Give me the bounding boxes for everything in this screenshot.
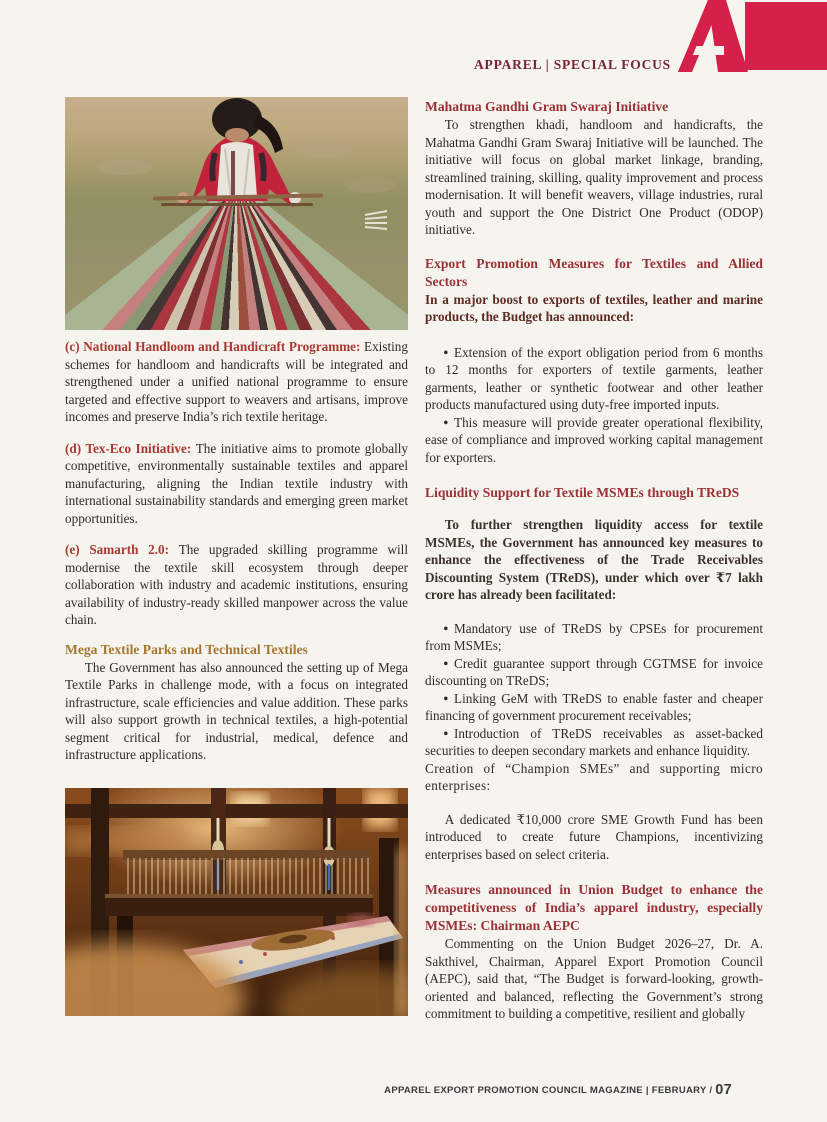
footer-label: APPAREL EXPORT PROMOTION COUNCIL MAGAZINE | FEBRUARY / — [384, 1085, 716, 1096]
section-c-heading: (c) National Handloom and Handicraft Programme: — [65, 339, 365, 354]
mega-parks-heading: Mega Textile Parks and Technical Textiles — [65, 641, 308, 657]
bullet-icon: • — [443, 414, 449, 430]
aepc-a-logo-icon — [670, 0, 827, 74]
section-e-body: The upgraded skilling programme will modernise the textile skill ecosystem through deeper collaboration with industry and academic institutions, ensuring availability of industry-ready skilled manpower across the value chain. — [65, 542, 408, 627]
weaver-figure-art — [65, 97, 408, 330]
section-c-body: Existing schemes for handloom and handicrafts will be integrated and strengthened under a unified national programme to ensure targeted and effective support to weavers and artisans, improve incomes and preserve India’s rich textile heritage. — [65, 339, 408, 424]
liquidity-bullet-4-text: Introduction of TReDS receivables as asset-backed securities to deepen secondary markets and enhance liquidity. — [425, 725, 763, 758]
gram-swaraj-body: To strengthen khadi, handloom and handicrafts, the Mahatma Gandhi Gram Swaraj Initiative will be launched. The initiative will focus on global market linkage, branding, streamlined training, skilling, quality improvement and process modernisation. It will benefit weavers, village industries, rural youth and support the One District One Product (ODOP) initiative. — [425, 117, 763, 237]
photo-weaver-outdoor — [65, 97, 408, 330]
liquidity-bullet-1-text: Mandatory use of TReDS by CPSEs for procurement from MSMEs; — [425, 620, 763, 653]
export-bullet-1-text: Extension of the export obligation period from 6 months to 12 months for exporters of textile garments, leather garments, leather or synthetic footwear and other leather products manufactured using duty-free imported inputs. — [425, 344, 763, 412]
bullet-icon: • — [443, 655, 449, 671]
bullet-icon: • — [443, 690, 449, 706]
section-d-body: The initiative aims to promote globally competitive, environmentally sustainable textiles and apparel manufacturing, aligning the Indian textile industry with international sustainability standards and emerging green market opportunities. — [65, 440, 409, 526]
champion-smes-line: Creation of “Champion SMEs” and supporting micro enterprises: — [425, 760, 763, 793]
budget-measures-heading: Measures announced in Union Budget to enhance the competitiveness of India’s apparel industry, especially MSMEs: Chairman AEPC — [425, 882, 763, 933]
page-title: APPAREL | SPECIAL FOCUS — [473, 57, 671, 72]
page-number: 07 — [715, 1082, 732, 1098]
section-d-paragraph — [65, 440, 408, 528]
liquidity-heading: Liquidity Support for Textile MSMEs through TReDS — [425, 485, 740, 500]
aepc-a-logo-svg — [670, 0, 827, 74]
export-bullet-2 — [425, 414, 763, 467]
section-e-paragraph — [65, 541, 408, 629]
export-promotion-heading: Export Promotion Measures for Textiles and Allied Sectors — [425, 255, 763, 289]
bullet-icon: • — [443, 620, 449, 636]
liquidity-bullet-2 — [425, 655, 763, 690]
bullet-icon: • — [443, 344, 449, 360]
liquidity-bullet-3 — [425, 690, 763, 725]
liquidity-bullet-3-text: Linking GeM with TReDS to enable faster and cheaper financing of government procurement receivables; — [425, 690, 763, 723]
section-c-paragraph — [65, 338, 408, 426]
liquidity-bullet-4 — [425, 725, 763, 760]
handloom-art — [65, 788, 408, 1016]
section-e-heading: (e) Samarth 2.0: — [65, 542, 179, 557]
bullet-icon: • — [443, 725, 449, 741]
footer — [384, 1082, 732, 1098]
gram-swaraj-heading: Mahatma Gandhi Gram Swaraj Initiative — [425, 99, 669, 114]
left-column — [65, 97, 408, 1016]
export-bullet-2-text: This measure will provide greater operational flexibility, ease of compliance and improved working capital management for exporters. — [425, 414, 763, 465]
sme-growth-fund-paragraph: A dedicated ₹10,000 crore SME Growth Fund has been introduced to create future Champions, incentivizing enterprises based on select criteria. — [425, 811, 763, 862]
mega-parks-body: The Government has also announced the setting up of Mega Textile Parks in challenge mode, with a focus on integrated infrastructure, scale efficiencies and value addition. These parks will also support growth in technical textiles, a high-potential segment critical for industrial, medical, defence and infrastructure applications. — [65, 659, 408, 762]
photo-handloom-interior — [65, 788, 408, 1016]
liquidity-bullet-1 — [425, 620, 763, 655]
liquidity-intro: To further strengthen liquidity access for textile MSMEs, the Government has announced key measures to enhance the effectiveness of the Trade Receivables Discounting System (TReDS), under which over ₹7 lakh crore has already been facilitated: — [425, 517, 763, 602]
right-column — [425, 98, 763, 1023]
budget-measures-body: Commenting on the Union Budget 2026–27, Dr. A. Sakthivel, Chairman, Apparel Export Promotion Council (AEPC), said that, “The Budget is forward-looking, growth-oriented and balanced, reflecting the Government’s strong commitment to building a competitive, resilient and globally — [425, 936, 763, 1021]
export-bullet-1 — [425, 344, 763, 414]
liquidity-bullet-2-text: Credit guarantee support through CGTMSE for invoice discounting on TReDS; — [425, 655, 763, 688]
section-d-heading: (d) Tex-Eco Initiative: — [65, 440, 196, 456]
export-promotion-subheading: In a major boost to exports of textiles, leather and marine products, the Budget has announced: — [425, 291, 763, 324]
